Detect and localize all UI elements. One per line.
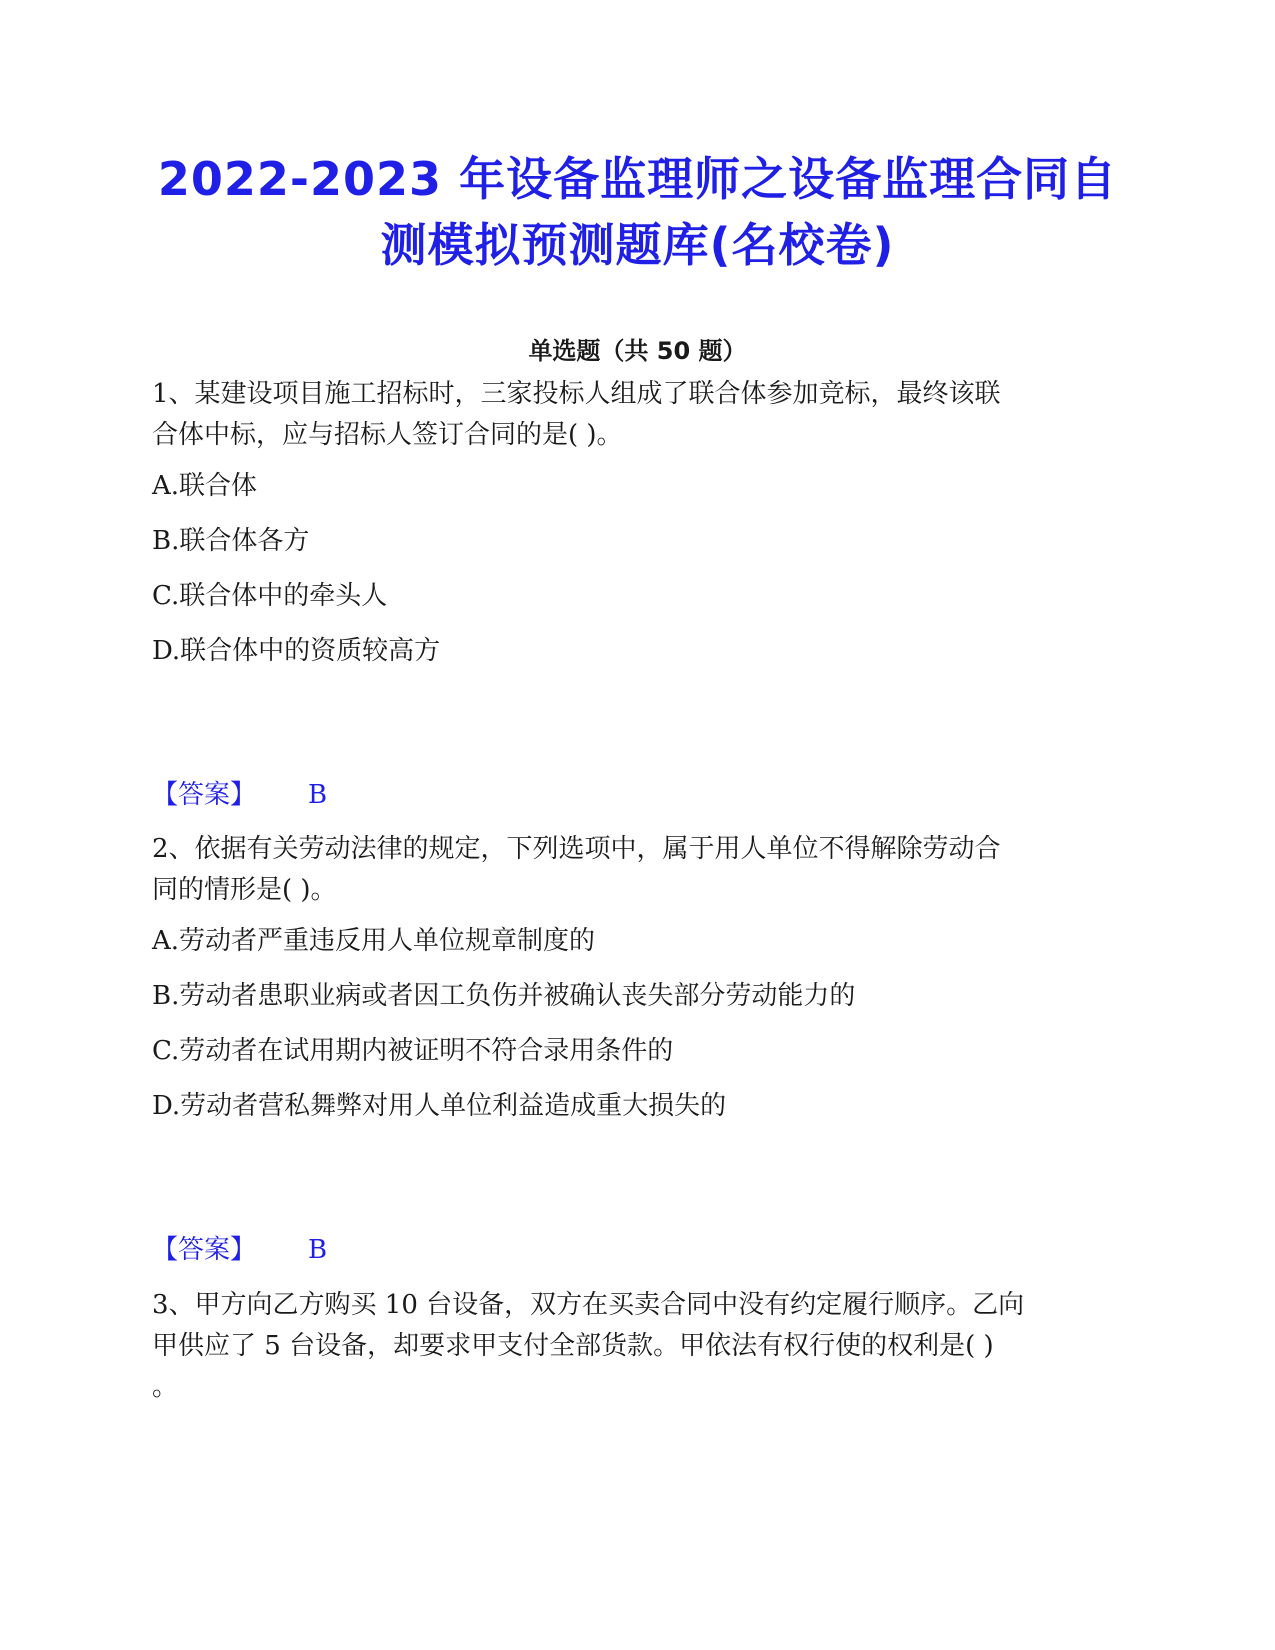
question-stem-line: 3、甲方向乙方购买 10 台设备，双方在买卖合同中没有约定履行顺序。乙向: [152, 1290, 1025, 1320]
question-stem-line: 2、依据有关劳动法律的规定，下列选项中，属于用人单位不得解除劳动合: [152, 834, 1001, 864]
title-line-2: 测模拟预测题库(名校卷): [380, 218, 895, 272]
document-title: [120, 146, 1155, 278]
question-stem-line: 同的情形是( )。: [152, 875, 337, 905]
answer-value: B: [308, 1235, 328, 1265]
question-2-option-a: A.劳动者严重违反用人单位规章制度的: [152, 926, 596, 956]
question-2-option-d: D.劳动者营私舞弊对用人单位利益造成重大损失的: [152, 1091, 727, 1121]
question-1-option-b: B.联合体各方: [152, 526, 310, 556]
title-line-1: 2022-2023 年设备监理师之设备监理合同自: [157, 152, 1118, 206]
question-stem-line: 1、某建设项目施工招标时，三家投标人组成了联合体参加竞标，最终该联: [152, 379, 1001, 409]
question-2-option-c: C.劳动者在试用期内被证明不符合录用条件的: [152, 1036, 674, 1066]
question-stem-line: 。: [152, 1372, 179, 1402]
question-1-answer: [152, 777, 327, 813]
question-2-stem: [152, 829, 1112, 911]
question-2-answer: [152, 1232, 327, 1268]
answer-value: B: [308, 780, 328, 810]
question-1-option-a: A.联合体: [152, 471, 258, 501]
question-stem-line: 甲供应了 5 台设备，却要求甲支付全部货款。甲依法有权行使的权利是( ): [152, 1331, 994, 1361]
question-1-option-c: C.联合体中的牵头人: [152, 581, 388, 611]
answer-label: 【答案】: [152, 1235, 257, 1265]
question-3-stem: [152, 1285, 1112, 1408]
question-1-option-d: D.联合体中的资质较高方: [152, 636, 441, 666]
question-1-stem: [152, 374, 1112, 456]
question-stem-line: 合体中标，应与招标人签订合同的是( )。: [152, 420, 623, 450]
answer-label: 【答案】: [152, 780, 257, 810]
section-heading: 单选题（共 50 题）: [528, 337, 747, 365]
question-2-option-b: B.劳动者患职业病或者因工负伤并被确认丧失部分劳动能力的: [152, 981, 856, 1011]
